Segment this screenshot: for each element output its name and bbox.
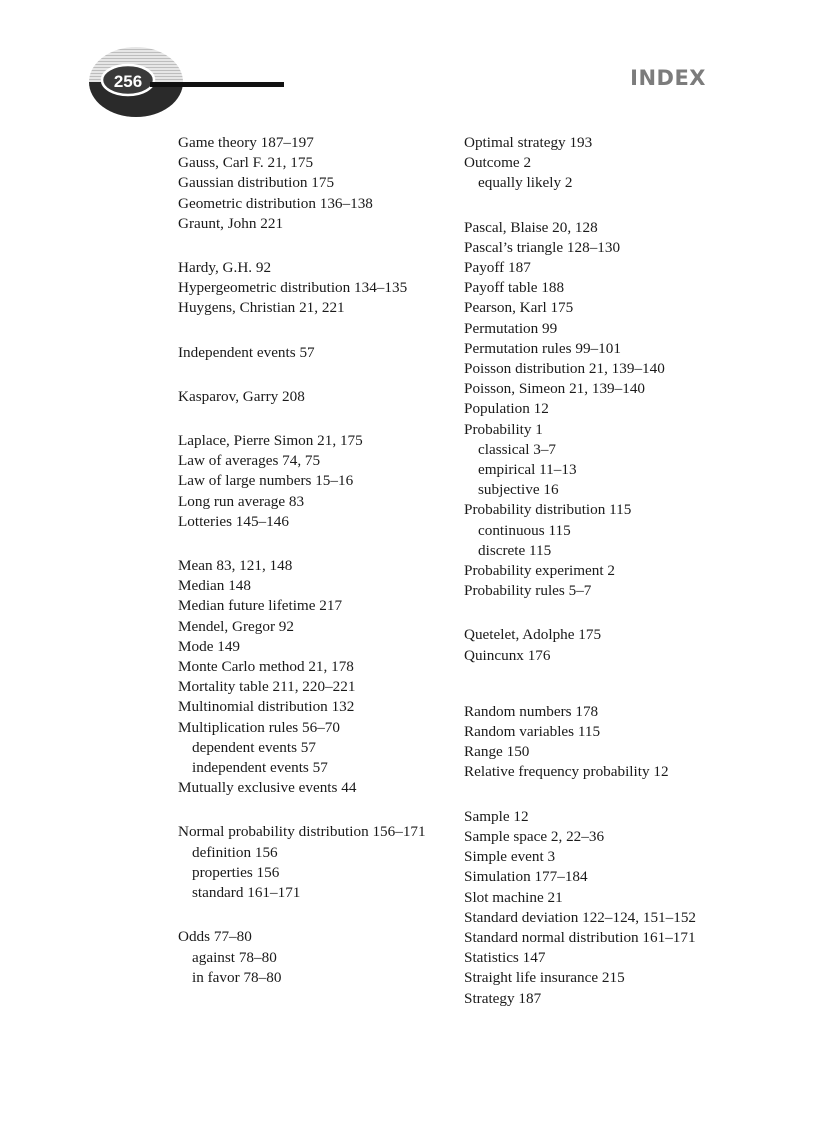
index-group-o-cont bbox=[464, 133, 764, 194]
index-entry: Poisson distribution 21, 139–140 bbox=[464, 360, 665, 378]
running-head: INDEX bbox=[630, 66, 706, 90]
index-subentry: properties 156 bbox=[192, 863, 280, 881]
page-number: 256 bbox=[113, 72, 143, 91]
page-header bbox=[0, 0, 816, 130]
index-entry: Sample 12 bbox=[464, 807, 529, 825]
index-entry: Monte Carlo method 21, 178 bbox=[178, 658, 354, 676]
index-entry: Game theory 187–197 bbox=[178, 134, 314, 151]
index-column-left bbox=[178, 133, 468, 1012]
index-entry: Simple event 3 bbox=[464, 848, 556, 866]
index-entry: Quincunx 176 bbox=[464, 646, 551, 664]
index-entry: Geometric distribution 136–138 bbox=[178, 194, 373, 212]
index-group-g bbox=[178, 133, 468, 234]
index-entry: Standard normal distribution 161–171 bbox=[464, 928, 696, 946]
index-entry: Median future lifetime 217 bbox=[178, 597, 343, 615]
index-group-r bbox=[464, 702, 764, 783]
index-entry: Simulation 177–184 bbox=[464, 868, 588, 886]
index-subentry: empirical 11–13 bbox=[478, 461, 577, 479]
index-entry: Statistics 147 bbox=[464, 949, 546, 967]
index-group-i bbox=[178, 343, 468, 363]
index-group-n bbox=[178, 822, 468, 903]
index-subentry: in favor 78–80 bbox=[192, 968, 282, 986]
index-entry: Probability experiment 2 bbox=[464, 562, 615, 580]
index-subentry: standard 161–171 bbox=[192, 884, 301, 902]
index-entry: Median 148 bbox=[178, 577, 251, 595]
index-entry: Multiplication rules 56–70 bbox=[178, 718, 340, 736]
index-entry: Probability 1 bbox=[464, 420, 543, 438]
index-subentry: equally likely 2 bbox=[478, 174, 573, 192]
index-subentry: discrete 115 bbox=[478, 541, 552, 559]
index-entry: Pearson, Karl 175 bbox=[464, 299, 574, 317]
index-group-p bbox=[464, 218, 764, 602]
index-entry: Independent events 57 bbox=[178, 343, 315, 361]
index-entry: Permutation 99 bbox=[464, 319, 558, 337]
index-group-h bbox=[178, 258, 468, 319]
header-rule bbox=[150, 82, 284, 87]
index-entry: Random variables 115 bbox=[464, 723, 601, 741]
index-entry: Outcome 2 bbox=[464, 154, 532, 172]
index-subentry: definition 156 bbox=[192, 843, 278, 861]
index-entry: Pascal’s triangle 128–130 bbox=[464, 238, 621, 256]
index-entry: Range 150 bbox=[464, 743, 530, 761]
index-entry: Probability distribution 115 bbox=[464, 501, 632, 519]
index-entry: Slot machine 21 bbox=[464, 888, 563, 906]
index-entry: Mutually exclusive events 44 bbox=[178, 779, 357, 797]
index-group-l bbox=[178, 431, 468, 532]
index-entry: Mendel, Gregor 92 bbox=[178, 617, 294, 635]
index-entry: Graunt, John 221 bbox=[178, 214, 284, 232]
index-entry: Pascal, Blaise 20, 128 bbox=[464, 218, 598, 236]
index-group-s bbox=[464, 807, 764, 1009]
index-entry: Mean 83, 121, 148 bbox=[178, 557, 293, 575]
index-entry: Payoff 187 bbox=[464, 259, 531, 277]
index-subentry: continuous 115 bbox=[478, 521, 571, 539]
index-entry: Huygens, Christian 21, 221 bbox=[178, 299, 345, 317]
index-entry: Long run average 83 bbox=[178, 492, 305, 510]
index-entry: Poisson, Simeon 21, 139–140 bbox=[464, 380, 646, 398]
index-entry: Gaussian distribution 175 bbox=[178, 174, 335, 192]
index-column-right bbox=[464, 133, 764, 1033]
index-subentry: subjective 16 bbox=[478, 481, 559, 499]
index-entry: Odds 77–80 bbox=[178, 928, 252, 946]
index-entry: Quetelet, Adolphe 175 bbox=[464, 626, 602, 644]
index-entry: Law of large numbers 15–16 bbox=[178, 472, 354, 490]
index-entry: Strategy 187 bbox=[464, 989, 542, 1007]
index-subentry: against 78–80 bbox=[192, 948, 277, 966]
index-entry: Optimal strategy 193 bbox=[464, 134, 593, 151]
index-entry: Relative frequency probability 12 bbox=[464, 763, 669, 781]
index-entry: Probability rules 5–7 bbox=[464, 582, 592, 600]
index-entry: Normal probability distribution 156–171 bbox=[178, 823, 426, 841]
index-group-q bbox=[464, 625, 764, 665]
index-entry: Law of averages 74, 75 bbox=[178, 452, 321, 470]
index-entry: Kasparov, Garry 208 bbox=[178, 387, 305, 405]
index-entry: Mode 149 bbox=[178, 637, 241, 655]
index-group-m bbox=[178, 556, 468, 798]
index-entry: Hardy, G.H. 92 bbox=[178, 259, 272, 277]
index-entry: Gauss, Carl F. 21, 175 bbox=[178, 154, 314, 172]
index-entry: Payoff table 188 bbox=[464, 279, 565, 297]
index-subentry: classical 3–7 bbox=[478, 440, 557, 458]
index-entry: Standard deviation 122–124, 151–152 bbox=[464, 908, 697, 926]
index-subentry: dependent events 57 bbox=[192, 738, 316, 756]
index-subentry: independent events 57 bbox=[192, 759, 328, 777]
index-entry: Straight life insurance 215 bbox=[464, 969, 625, 987]
index-group-k bbox=[178, 387, 468, 407]
index-entry: Random numbers 178 bbox=[464, 702, 599, 720]
index-entry: Hypergeometric distribution 134–135 bbox=[178, 279, 408, 297]
index-entry: Laplace, Pierre Simon 21, 175 bbox=[178, 432, 363, 450]
index-entry: Mortality table 211, 220–221 bbox=[178, 678, 356, 696]
index-group-o bbox=[178, 927, 468, 988]
index-entry: Population 12 bbox=[464, 400, 549, 418]
index-entry: Permutation rules 99–101 bbox=[464, 339, 621, 357]
index-entry: Lotteries 145–146 bbox=[178, 512, 289, 530]
index-entry: Sample space 2, 22–36 bbox=[464, 827, 605, 845]
index-entry: Multinomial distribution 132 bbox=[178, 698, 355, 716]
